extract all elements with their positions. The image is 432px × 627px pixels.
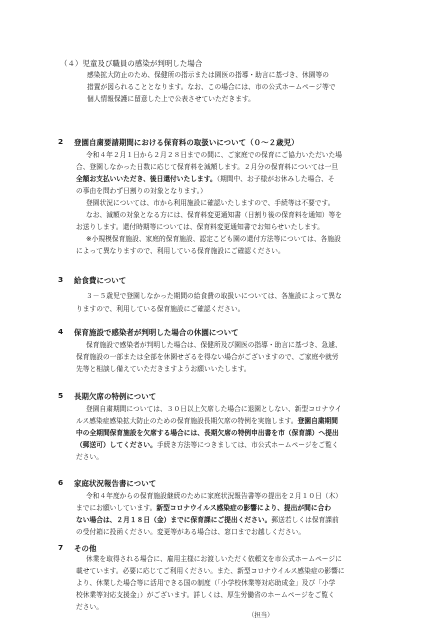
text-line-mixed <box>76 164 338 171</box>
text-line: 載せています。必要に応じてご利用ください。また、新型コロナウイルス感染症の影響に <box>76 567 345 575</box>
text-line: 登園自粛期間については、３０日以上欠席した場合に退園としない、新型コロナウイ <box>86 405 342 413</box>
contact-label: （担当） <box>248 611 274 619</box>
text-line-mixed <box>76 418 338 425</box>
text-line: 休業を取得される場合に、雇用主様にお渡しいただく依頼文を市公式ホームページに <box>86 555 342 563</box>
emphasis-text: （郵送可）してください。 <box>76 441 157 449</box>
text-line: 校休業等対応支援金」）がございます。詳しくは、厚生労働省のホームページをご覧く <box>76 591 335 599</box>
text-line-mixed <box>76 505 331 512</box>
text-line: より、休業した場合等に活用できる国の制度（「小学校休業等対応助成金」及び「小学 <box>76 579 336 587</box>
text-span: 郵送若しくは保育課前 <box>271 516 339 524</box>
text-line: 登園状況については、市から利用施設に確認いたしますので、手続等は不要です。 <box>86 199 335 207</box>
text-line-mixed <box>76 442 339 449</box>
text-line: の事由を問わず日割りの対象となります。） <box>76 187 207 195</box>
section-heading: 長期欠席の特例について <box>74 392 157 401</box>
section-heading: 給食費について <box>74 276 127 285</box>
text-line: 先等と相談し備えていただきますようお願いいたします。 <box>76 365 251 373</box>
emphasis-text: 登園自粛期間 <box>297 417 339 425</box>
text-line: なお、減額の対象となる方には、保育料変更通知書（日割り後の保育料を通知）等を <box>86 211 343 219</box>
text-line: 個人情報保護に留意した上で公表させていただきます。 <box>87 95 255 103</box>
sub-heading: （４）児童及び職員の感染が判明した場合 <box>60 59 203 68</box>
text-line: 措置が図られることとなります。なお、この場合には、市の公式ホームページ等で <box>87 83 336 91</box>
emphasis-text: 全額お支払いいただき、後日還付いたします。 <box>76 175 217 183</box>
section-number: 5 <box>58 391 64 400</box>
text-line: りますので、利用している保育施設にご確認ください。 <box>76 305 245 313</box>
text-line: 保育施設で感染者が判明した場合は、保健所及び園医の指導・助言に基づき、急遽、 <box>86 341 342 349</box>
text-line: の受付箱に投函ください。変更等がある場合は、窓口までお越しください。 <box>76 528 306 536</box>
text-line: 令和４年度からの保育施設継続のために家庭状況報告書等の提出を２月１０日（木） <box>86 492 343 500</box>
section-number: 6 <box>58 478 64 487</box>
section-number: 4 <box>58 327 64 336</box>
emphasis-line: 中の全期間保育施設を欠席する場合には、長期欠席の特例申出書を市（保育課）へ提出 <box>76 429 339 437</box>
text-line: ださい。 <box>76 453 103 461</box>
section-heading: 保育施設で感染者が判明した場合の休園について <box>74 328 239 337</box>
text-span: までにお願いしています。 <box>76 504 157 512</box>
emphasis-text: 新型コロナウイルス感染症の影響により、提出が間に合わ <box>156 504 332 512</box>
section-number: 7 <box>58 543 64 552</box>
text-span: 手続き方法等につきましては、市公式ホームページをご覧く <box>156 441 339 449</box>
text-line: ３－５歳児で登園しなかった期間の給食費の取扱いについては、各施設によって異な <box>86 292 342 300</box>
text-line: ※小規模保育施設、家庭的保育施設、認定こども園の還付方法等については、各施設 <box>86 235 341 243</box>
text-line-mixed <box>76 517 339 524</box>
section-heading: その他 <box>74 544 97 553</box>
text-line: お送りします。還付時期等については、保育料変更通知書でお知らせいたします。 <box>76 223 324 231</box>
text-span: （期間中、お子様がお休みした場合、そ <box>216 175 335 183</box>
text-span: 合、登園しなかった日数に応じて保育料を減額します。２月分の保育料については一旦 <box>76 163 339 171</box>
section-number: 2 <box>58 137 64 146</box>
text-line: 保育施設の一部または全部を休園せざるを得ない場合がございますので、ご家庭や就労 <box>76 353 339 361</box>
text-line: 感染拡大防止のため、保健所の指示または園医の指導・助言に基づき、休園等の <box>87 71 330 79</box>
section-number: 3 <box>58 275 64 284</box>
text-span: ルス感染症感染拡大防止のための保育施設長期欠席の特例を実施します。 <box>76 417 298 425</box>
text-line: 令和４年２月１日から２月２８日までの間に、ご家庭での保育にご協力いただいた場 <box>86 151 343 159</box>
text-line-mixed <box>76 176 335 183</box>
text-line: によって異なりますので、利用している保育施設にご確認ください。 <box>76 247 285 255</box>
text-line: ださい。 <box>76 603 103 611</box>
section-heading: 登園自粛要請期間における保育料の取扱いについて（０～２歳児） <box>74 138 299 147</box>
section-heading: 家庭状況報告書について <box>74 479 157 488</box>
emphasis-text: ない場合は、２月１８日（金）までに保育課にご提出ください。 <box>76 516 272 524</box>
